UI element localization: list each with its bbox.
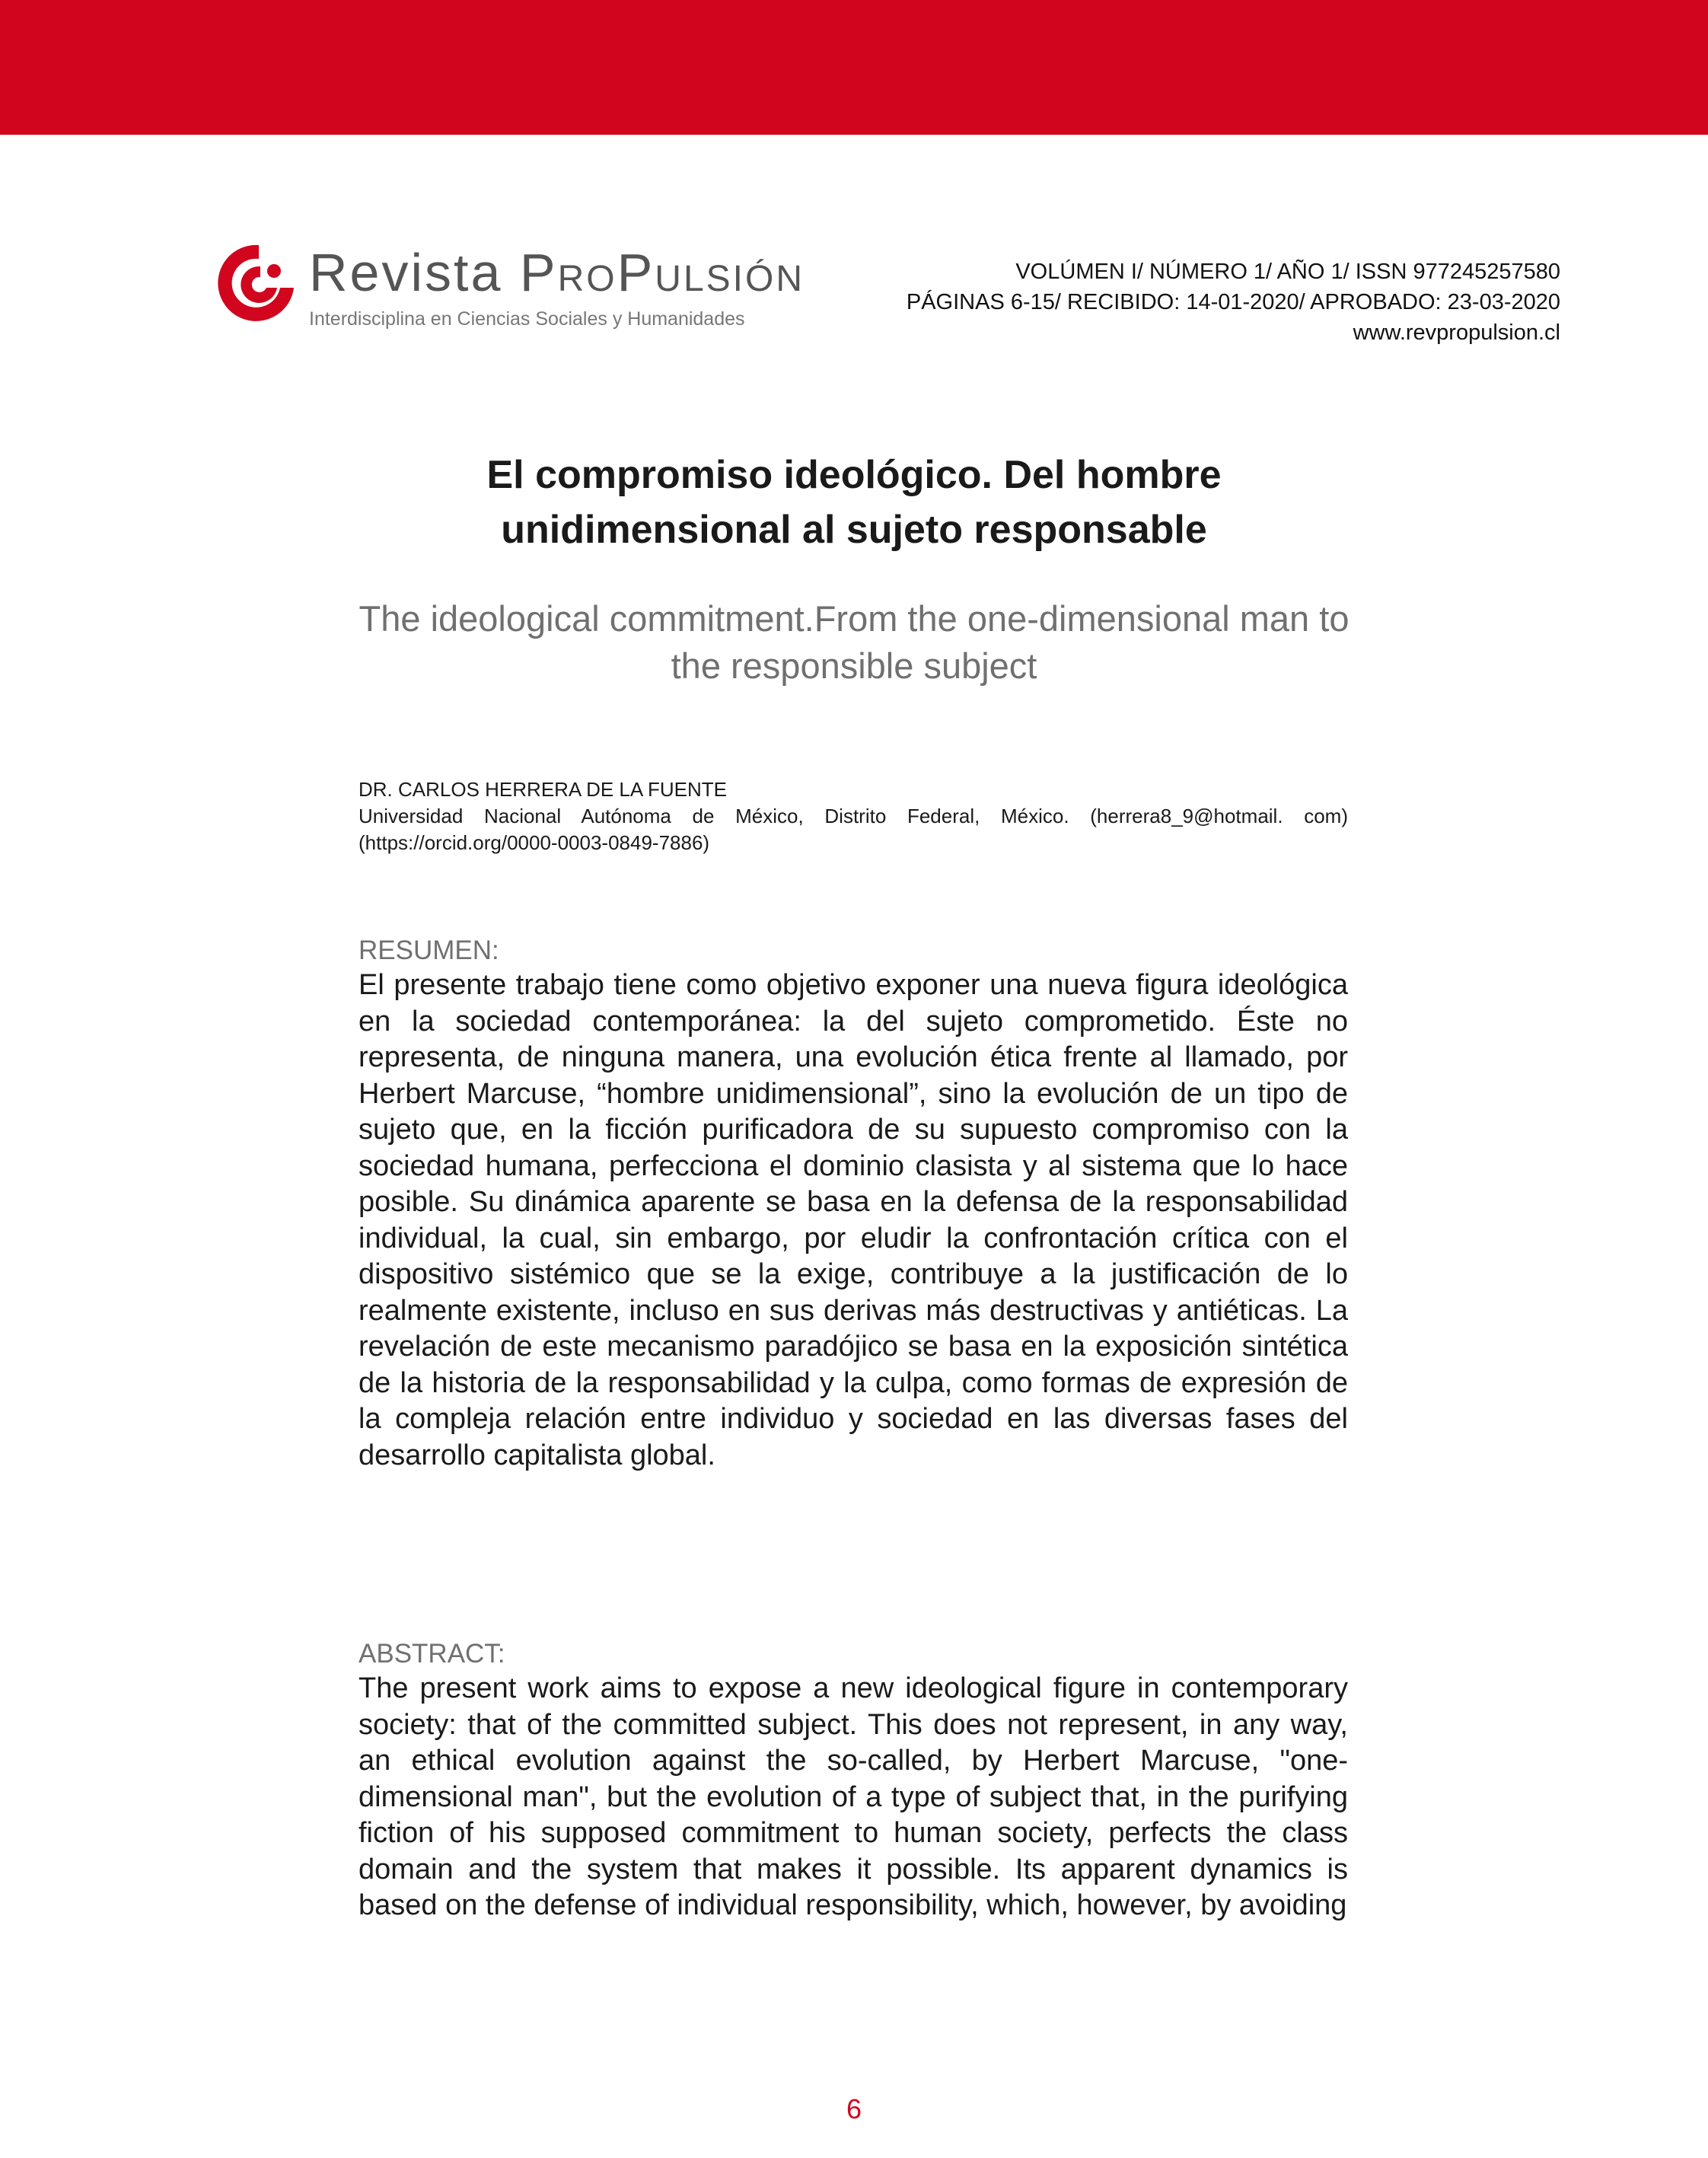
issue-volume-line: VOLÚMEN I/ NÚMERO 1/ AÑO 1/ ISSN 977245257580 xyxy=(1015,260,1560,284)
author-name: DR. CARLOS HERRERA DE LA FUENTE xyxy=(358,778,727,801)
resumen-heading: RESUMEN: xyxy=(358,936,499,965)
author-affiliation: Universidad Nacional Autónoma de México, Distrito Federal, México. (herrera8_9@hotmail. com) (https://orcid.org/0000-0003-0849-7886) xyxy=(358,805,1348,854)
journal-tagline: Interdisciplina en Ciencias Sociales y Humanidades xyxy=(309,308,745,330)
author-block xyxy=(358,776,1348,856)
article-title xyxy=(169,448,1539,557)
journal-name xyxy=(309,242,805,310)
journal-name-ro: RO xyxy=(557,259,617,299)
resumen-text: El presente trabajo tiene como objetivo exponer una nueva figura ideológica en la sociedad contemporánea: la del sujeto comprometido. Éste no representa, de ninguna manera, una evolución ética frente al llamado, por Herbert Marcuse, “hombre unidimensional”, sino la evolución de un tipo de sujeto que, en la ficción purificadora de su supuesto compromiso con la sociedad humana, perfecciona el dominio clasista y al sistema que lo hace posible. Su dinámica aparente se basa en la defensa de la responsabilidad individual, la cual, sin embargo, por eludir la confrontación crítica con el dispositivo sistémico que se la exige, contribuye a la justificación de lo realmente existente, incluso en sus derivas más destructivas y antiéticas. La revelación de este mecanismo paradójico se basa en la exposición sintética de la historia de la responsabilidad y la culpa, como formas de expresión de la compleja relación entre individuo y sociedad en las diversas fases del desarrollo capitalista global. xyxy=(358,969,1348,1471)
header-band xyxy=(0,0,1708,135)
article-subtitle-line-1: The ideological commitment.From the one-dimensional man to xyxy=(358,598,1350,639)
journal-name-revista: Revista xyxy=(309,243,503,302)
article-title-line-2: unidimensional al sujeto responsable xyxy=(501,508,1207,552)
journal-logo[interactable] xyxy=(215,237,808,336)
journal-website-link[interactable]: www.revpropulsion.cl xyxy=(1353,320,1560,345)
journal-name-ulsion: ULSIÓN xyxy=(655,259,805,299)
abstract-text: The present work aims to expose a new ideological figure in contemporary society: that of the committed subject. This does not represent, in any way, an ethical evolution against the so-called, by Herbert Marcuse, "one-dimensional man", but the evolution of a type of subject that, in the purifying fiction of his supposed commitment to human society, perfects the class domain and the system that makes it possible. Its apparent dynamics is based on the defense of individual responsibility, which, however, by avoiding xyxy=(358,1672,1348,1921)
journal-name-p1: P xyxy=(519,243,558,302)
page-number: 6 xyxy=(846,2093,862,2125)
journal-name-p2: P xyxy=(617,243,655,302)
article-subtitle-line-2: the responsible subject xyxy=(671,645,1037,686)
abstract-heading: ABSTRACT: xyxy=(358,1639,505,1669)
propulsion-swirl-icon xyxy=(215,241,298,324)
article-subtitle xyxy=(169,595,1539,690)
article-title-line-1: El compromiso ideológico. Del hombre xyxy=(486,453,1222,497)
issue-pages-line: PÁGINAS 6-15/ RECIBIDO: 14-01-2020/ APROBADO: 23-03-2020 xyxy=(906,290,1560,314)
issue-metadata xyxy=(907,257,1560,348)
